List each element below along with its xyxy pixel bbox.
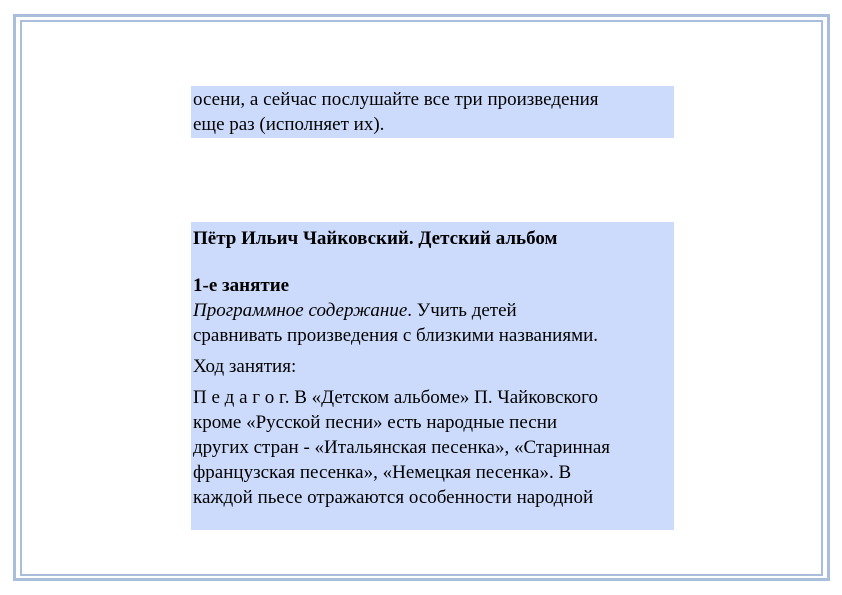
program-content-line	[193, 298, 672, 323]
teacher-line: других стран - «Итальянская песенка», «Старинная	[193, 437, 611, 458]
teacher-line: французская песенка», «Немецкая песенка». В	[193, 462, 572, 483]
teacher-line: кроме «Русской песни» есть народные песни	[193, 412, 558, 433]
teacher-line: каждой пьесе отражаются особенности народной	[193, 487, 594, 508]
program-label: Программное содержание	[193, 300, 408, 321]
teacher-line: П е д а г о г. В «Детском альбоме» П. Чайковского	[193, 387, 598, 408]
text-block-continuation	[191, 86, 674, 138]
text-line: осени, а сейчас послушайте все три произведения	[193, 89, 599, 110]
lesson-title: 1-е занятие	[193, 275, 290, 296]
program-text-continued: сравнивать произведения с близкими названиями.	[193, 325, 599, 346]
section-title: Пётр Ильич Чайковский. Детский альбом	[193, 228, 558, 249]
course-heading: Ход занятия:	[193, 356, 297, 377]
text-block-lesson	[191, 222, 674, 530]
blank-line	[193, 251, 672, 273]
program-text: . Учить детей	[407, 300, 517, 321]
text-line: еще раз (исполняет их).	[193, 114, 385, 135]
